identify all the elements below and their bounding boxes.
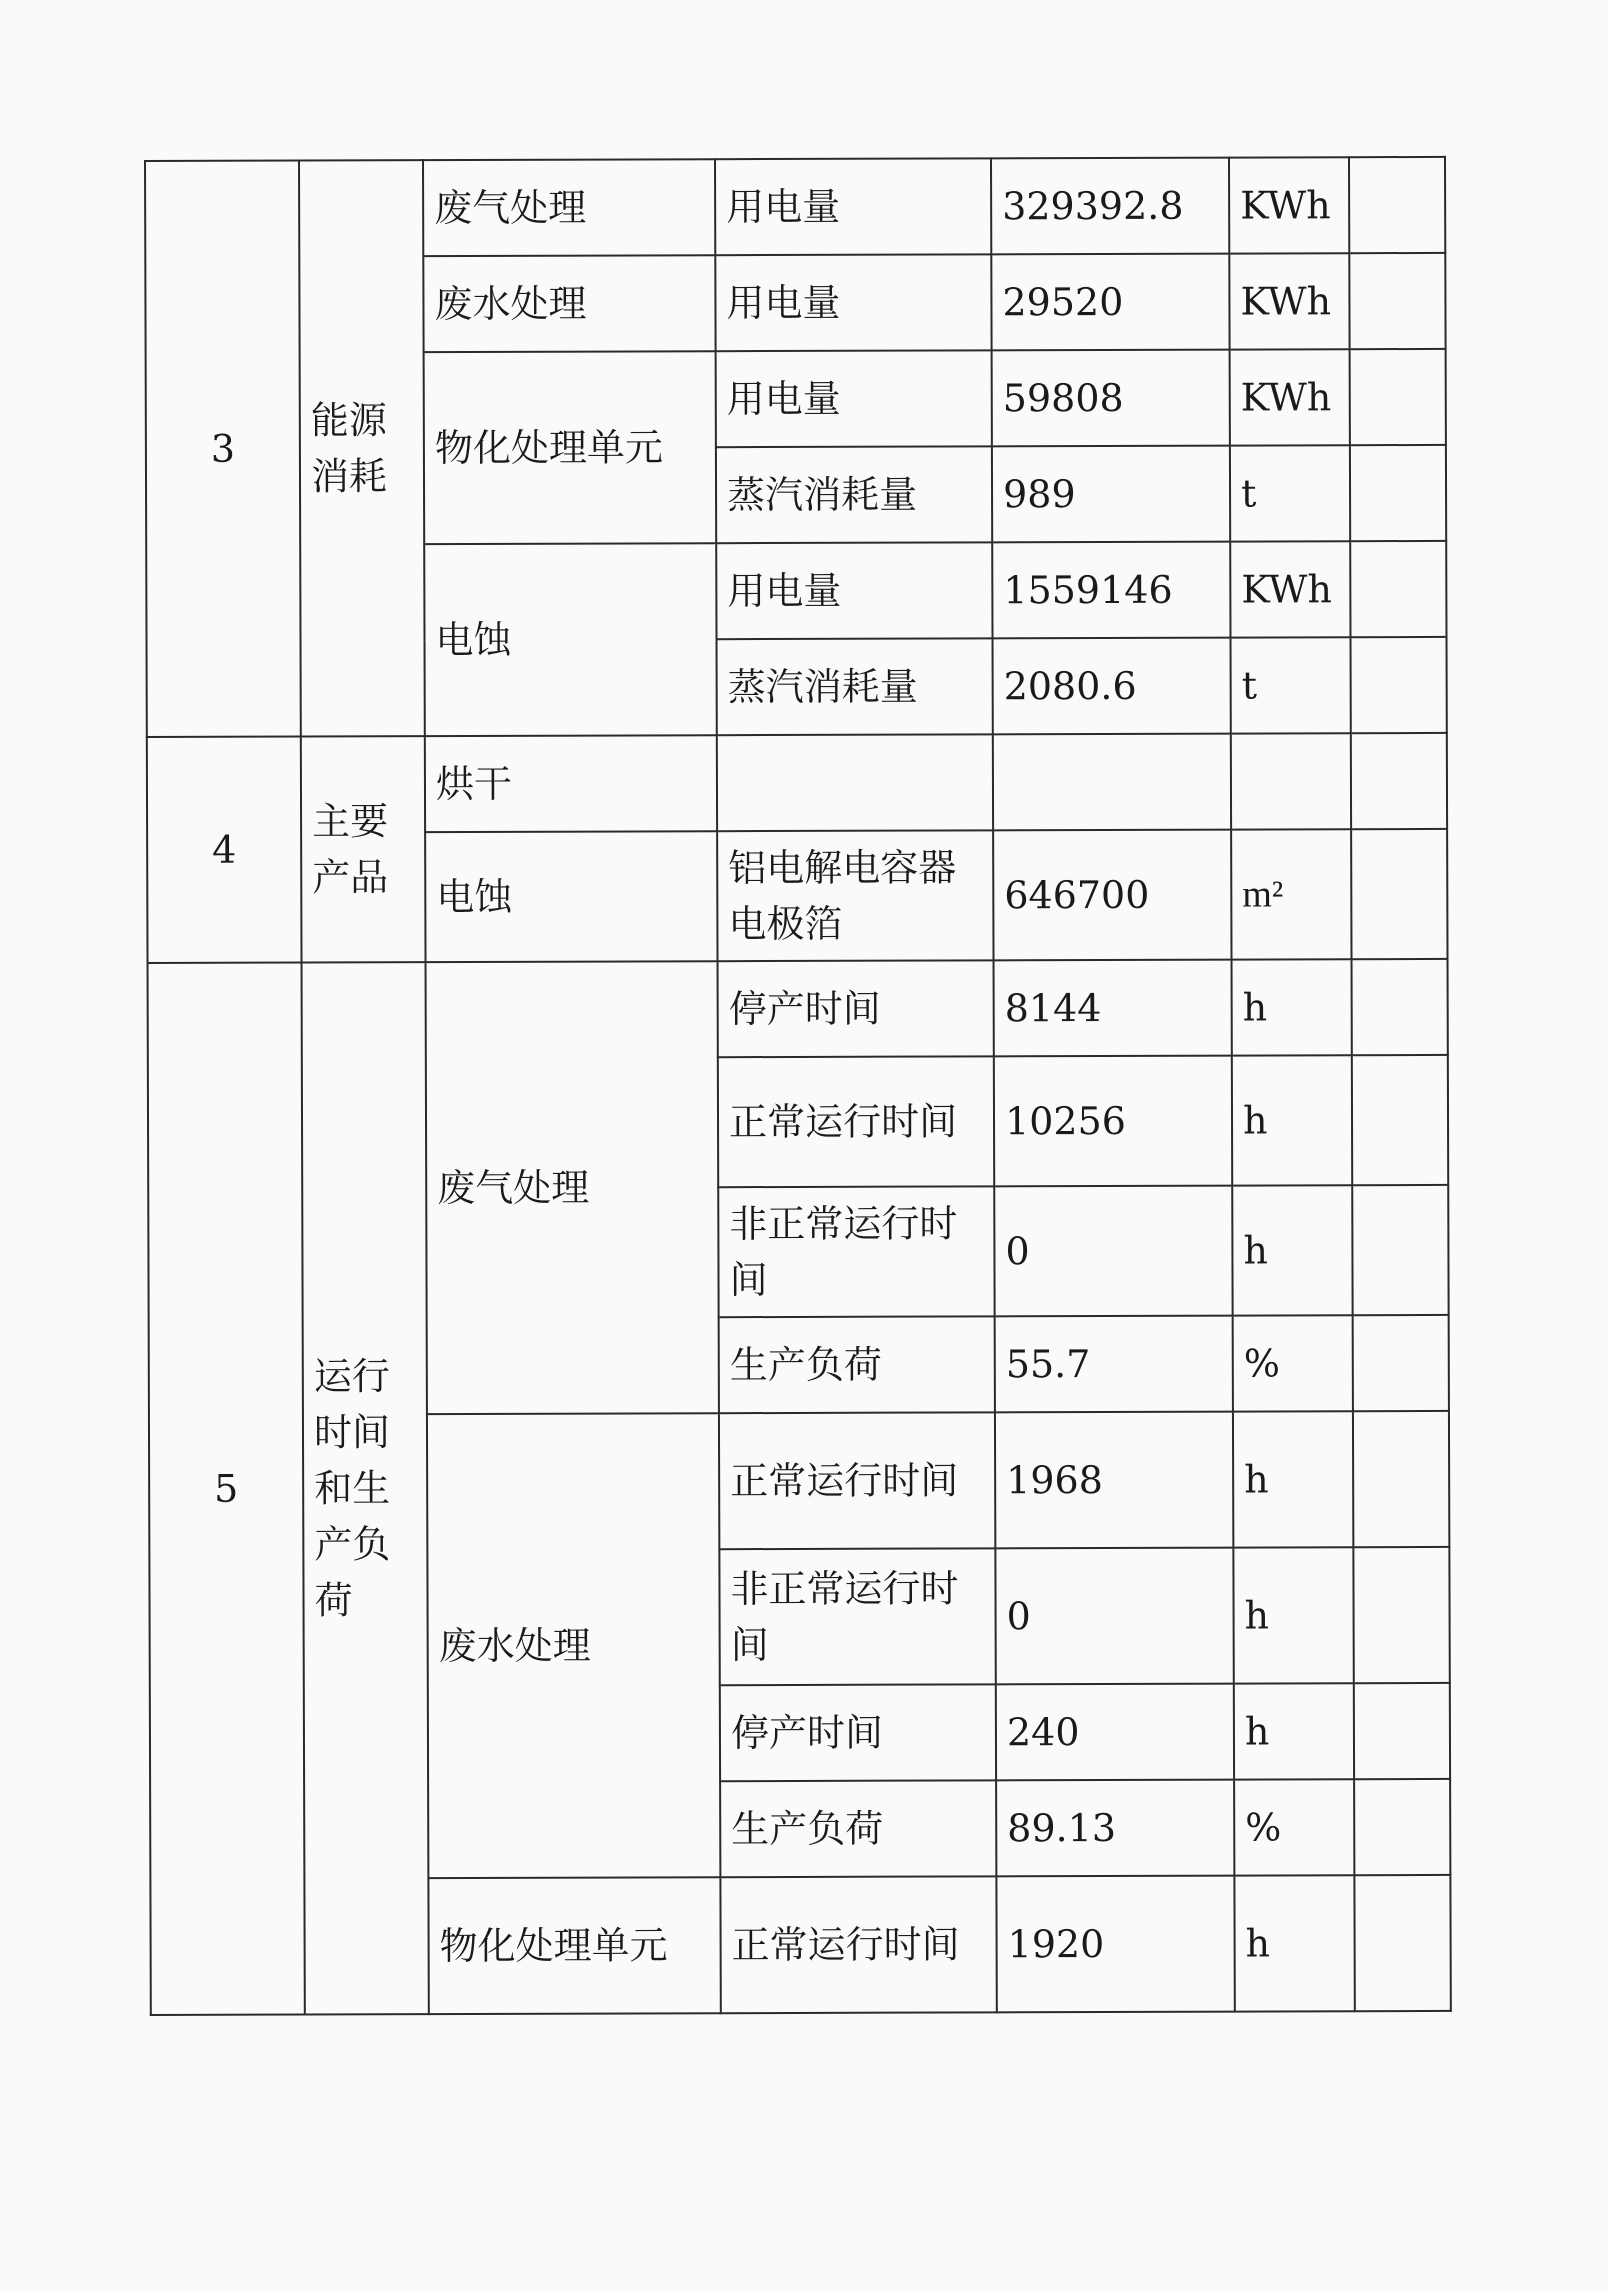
- unit-cell: 废气处理: [423, 159, 715, 256]
- category-cell: 能源消耗: [299, 160, 425, 736]
- unit-of-measure-cell: h: [1232, 1055, 1352, 1185]
- value-cell: 0: [994, 1186, 1232, 1317]
- unit-of-measure-cell: h: [1233, 1411, 1353, 1547]
- table-row: [145, 157, 1445, 257]
- metric-cell: 蒸汽消耗量: [716, 446, 992, 543]
- metric-cell: 正常运行时间: [718, 1056, 994, 1187]
- metric-cell: 蒸汽消耗量: [717, 638, 993, 735]
- remark-cell: [1351, 829, 1447, 959]
- unit-cell: 物化处理单元: [428, 1877, 720, 2014]
- remark-cell: [1349, 253, 1445, 349]
- remark-cell: [1352, 959, 1448, 1055]
- unit-of-measure-cell: h: [1233, 1547, 1353, 1683]
- remark-cell: [1353, 1411, 1449, 1547]
- value-cell: 240: [996, 1684, 1234, 1781]
- value-cell: [993, 734, 1231, 831]
- remark-cell: [1350, 445, 1446, 541]
- row-number: 3: [145, 161, 301, 737]
- unit-cell: 物化处理单元: [424, 351, 717, 544]
- table-row: [147, 733, 1447, 833]
- unit-cell: 废气处理: [426, 961, 719, 1414]
- unit-cell: 烘干: [425, 735, 717, 832]
- metric-cell: 用电量: [716, 542, 992, 639]
- metric-cell: 铝电解电容器电极箔: [717, 830, 993, 961]
- remark-cell: [1354, 1683, 1450, 1779]
- value-cell: 8144: [994, 960, 1232, 1057]
- metric-cell: 正常运行时间: [719, 1412, 995, 1549]
- unit-of-measure-cell: h: [1234, 1875, 1354, 2011]
- metric-cell: [717, 734, 993, 831]
- unit-cell: 废水处理: [423, 255, 715, 352]
- unit-of-measure-cell: h: [1232, 959, 1352, 1055]
- remark-cell: [1352, 1055, 1448, 1185]
- category-cell: 主要产品: [301, 736, 426, 962]
- metric-cell: 停产时间: [720, 1684, 996, 1781]
- unit-of-measure-cell: h: [1234, 1683, 1354, 1779]
- metric-cell: 用电量: [715, 254, 991, 351]
- unit-of-measure-cell: KWh: [1230, 541, 1350, 637]
- remark-cell: [1354, 1779, 1450, 1875]
- remark-cell: [1351, 637, 1447, 733]
- metric-cell: 非正常运行时间: [718, 1186, 994, 1317]
- table-row: [148, 959, 1448, 1059]
- value-cell: 2080.6: [993, 638, 1231, 735]
- unit-cell: 废水处理: [427, 1413, 720, 1878]
- remark-cell: [1351, 733, 1447, 829]
- unit-of-measure-cell: %: [1233, 1315, 1353, 1411]
- unit-of-measure-cell: KWh: [1229, 157, 1349, 253]
- value-cell: 89.13: [996, 1780, 1234, 1877]
- value-cell: 646700: [993, 830, 1231, 961]
- remark-cell: [1354, 1875, 1450, 2011]
- unit-of-measure-cell: t: [1230, 445, 1350, 541]
- value-cell: 1559146: [992, 542, 1230, 639]
- remark-cell: [1353, 1315, 1449, 1411]
- unit-of-measure-cell: m²: [1231, 829, 1351, 959]
- row-number: 4: [147, 737, 302, 963]
- unit-of-measure-cell: [1231, 733, 1351, 829]
- unit-cell: 电蚀: [424, 543, 717, 736]
- unit-of-measure-cell: %: [1234, 1779, 1354, 1875]
- category-cell: 运行时间和生产负荷: [302, 962, 429, 2014]
- value-cell: 0: [995, 1548, 1233, 1685]
- unit-cell: 电蚀: [425, 831, 717, 962]
- metric-cell: 生产负荷: [719, 1316, 995, 1413]
- metric-cell: 正常运行时间: [720, 1876, 996, 2013]
- value-cell: 1968: [995, 1412, 1233, 1549]
- value-cell: 1920: [996, 1876, 1234, 2013]
- unit-of-measure-cell: KWh: [1230, 349, 1350, 445]
- remark-cell: [1353, 1547, 1449, 1683]
- unit-of-measure-cell: KWh: [1229, 253, 1349, 349]
- remark-cell: [1349, 157, 1445, 253]
- value-cell: 29520: [991, 254, 1229, 351]
- value-cell: 59808: [992, 350, 1230, 447]
- value-cell: 989: [992, 446, 1230, 543]
- value-cell: 55.7: [995, 1316, 1233, 1413]
- metric-cell: 非正常运行时间: [719, 1548, 995, 1685]
- remark-cell: [1352, 1185, 1448, 1315]
- remark-cell: [1350, 541, 1446, 637]
- unit-of-measure-cell: h: [1232, 1185, 1352, 1315]
- remark-cell: [1350, 349, 1446, 445]
- value-cell: 10256: [994, 1056, 1232, 1187]
- energy-production-table: [144, 156, 1452, 2016]
- row-number: 5: [148, 963, 305, 2015]
- unit-of-measure-cell: t: [1231, 637, 1351, 733]
- metric-cell: 停产时间: [718, 960, 994, 1057]
- value-cell: 329392.8: [991, 158, 1229, 255]
- metric-cell: 用电量: [716, 350, 992, 447]
- metric-cell: 用电量: [715, 158, 991, 255]
- metric-cell: 生产负荷: [720, 1780, 996, 1877]
